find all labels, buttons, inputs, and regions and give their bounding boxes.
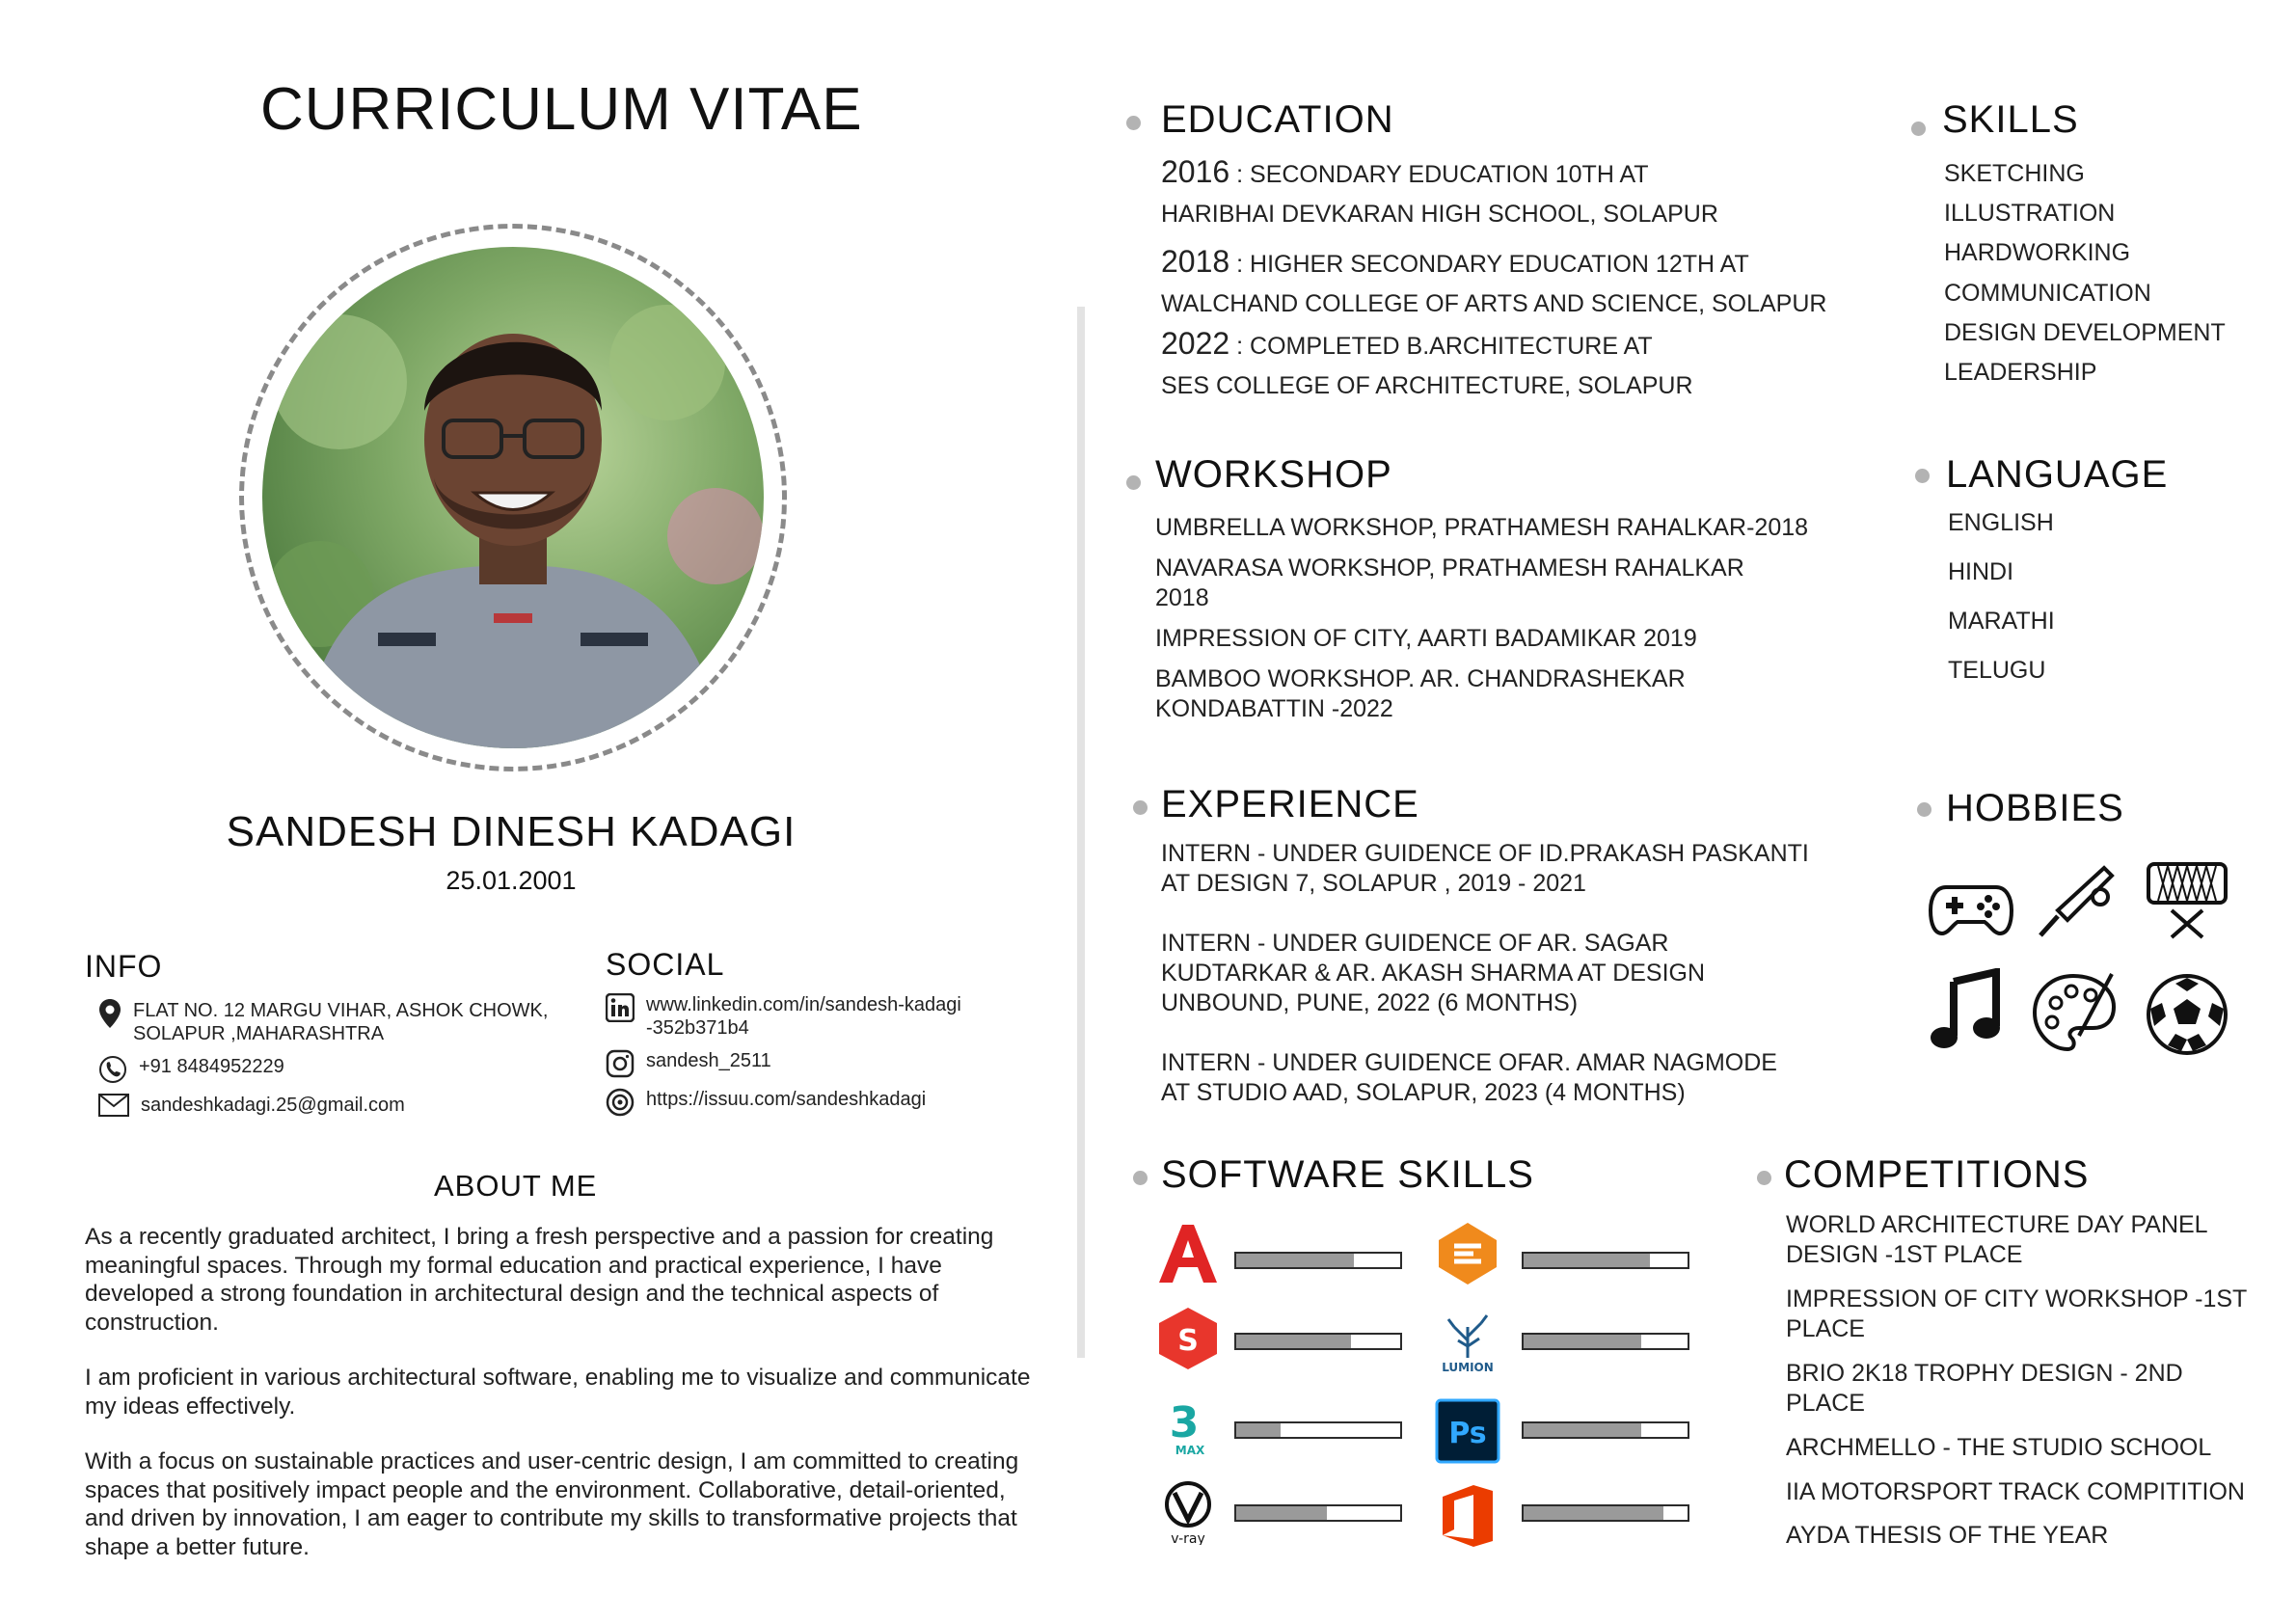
gamepad-icon bbox=[1927, 858, 2015, 947]
office-icon bbox=[1435, 1483, 1500, 1549]
about-paragraph: I am proficient in various architectural software, enabling me to visualize and communicate my ideas effectively. bbox=[85, 1365, 1031, 1420]
hobbies-heading: HOBBIES bbox=[1946, 787, 2124, 829]
software-level-bar bbox=[1234, 1504, 1402, 1522]
phone-icon bbox=[98, 1055, 127, 1084]
competition-item-cont: PLACE bbox=[1786, 1315, 1865, 1342]
workshop-heading: WORKSHOP bbox=[1155, 453, 1392, 496]
education-school: WALCHAND COLLEGE OF ARTS AND SCIENCE, SOLAPUR bbox=[1161, 290, 1827, 317]
profile-photo bbox=[262, 247, 764, 748]
software-level-fill bbox=[1236, 1335, 1351, 1348]
social-heading: SOCIAL bbox=[606, 947, 725, 982]
social-list bbox=[606, 993, 1049, 1117]
about-heading: ABOUT ME bbox=[434, 1169, 598, 1203]
software-level-bar bbox=[1234, 1421, 1402, 1439]
competition-item: BRIO 2K18 TROPHY DESIGN - 2ND bbox=[1786, 1360, 2183, 1387]
experience-item-cont: AT DESIGN 7, SOLAPUR , 2019 - 2021 bbox=[1161, 870, 1586, 897]
experience-item-cont: UNBOUND, PUNE, 2022 (6 MONTHS) bbox=[1161, 989, 1579, 1016]
3dsmax-icon bbox=[1155, 1393, 1221, 1458]
competitions-heading: COMPETITIONS bbox=[1784, 1153, 2090, 1196]
vray-icon bbox=[1155, 1479, 1221, 1545]
software-level-bar bbox=[1234, 1333, 1402, 1350]
language-item: MARATHI bbox=[1948, 608, 2055, 635]
software-level-fill bbox=[1236, 1423, 1281, 1437]
software-level-bar bbox=[1234, 1252, 1402, 1269]
skill-item: SKETCHING bbox=[1944, 160, 2085, 187]
music-note-icon bbox=[1921, 968, 2010, 1057]
competition-item: WORLD ARCHITECTURE DAY PANEL bbox=[1786, 1211, 2208, 1238]
experience-item-cont: AT STUDIO AAD, SOLAPUR, 2023 (4 MONTHS) bbox=[1161, 1079, 1686, 1106]
linkedin-icon bbox=[606, 993, 635, 1022]
about-paragraph: With a focus on sustainable practices and user-centric design, I am committed to creating spaces that positively impact people and the environment. Collaborative, detail-oriented, and driven by innovation, I am eager to contribute my skills to transformative projects that shape a better future. bbox=[85, 1448, 1019, 1560]
workshop-item: NAVARASA WORKSHOP, PRATHAMESH RAHALKAR bbox=[1155, 555, 1744, 582]
section-bullet bbox=[1915, 469, 1930, 483]
experience-item: INTERN - UNDER GUIDENCE OF ID.PRAKASH PASKANTI bbox=[1161, 840, 1809, 867]
language-item: ENGLISH bbox=[1948, 509, 2054, 536]
lumion-icon bbox=[1435, 1308, 1500, 1373]
competition-item-cont: PLACE bbox=[1786, 1390, 1865, 1417]
sketchup-icon bbox=[1155, 1306, 1221, 1371]
software-level-bar bbox=[1522, 1252, 1689, 1269]
date-of-birth: 25.01.2001 bbox=[446, 866, 577, 895]
experience-item: INTERN - UNDER GUIDENCE OFAR. AMAR NAGMODE bbox=[1161, 1049, 1777, 1076]
column-divider bbox=[1077, 307, 1085, 1358]
enscape-icon bbox=[1435, 1221, 1500, 1286]
education-item: 2018 : HIGHER SECONDARY EDUCATION 12TH AT bbox=[1161, 244, 1749, 279]
svg-text:Ps: Ps bbox=[1448, 1417, 1487, 1450]
experience-heading: EXPERIENCE bbox=[1161, 783, 1419, 825]
section-bullet bbox=[1126, 116, 1141, 130]
info-list bbox=[98, 999, 581, 1117]
linkedin-url-line-2[interactable]: -352b371b4 bbox=[646, 1017, 749, 1039]
section-bullet bbox=[1133, 800, 1148, 815]
competition-item: IMPRESSION OF CITY WORKSHOP -1ST bbox=[1786, 1285, 2248, 1312]
skill-item: ILLUSTRATION bbox=[1944, 200, 2116, 227]
software-level-fill bbox=[1524, 1423, 1641, 1437]
workshop-item-cont: 2018 bbox=[1155, 584, 1209, 611]
software-level-bar bbox=[1522, 1421, 1689, 1439]
section-bullet bbox=[1126, 475, 1141, 490]
location-pin-icon bbox=[98, 999, 122, 1028]
about-paragraph: As a recently graduated architect, I bring a fresh perspective and a passion for creating meaningful spaces. Through my formal education and practical experience, I have developed a strong foundation in architectural design and the technical aspects of construction. bbox=[85, 1224, 994, 1336]
language-item: TELUGU bbox=[1948, 657, 2046, 684]
instagram-icon bbox=[606, 1049, 635, 1078]
issuu-icon bbox=[606, 1088, 635, 1117]
football-icon bbox=[2143, 970, 2231, 1059]
skills-heading: SKILLS bbox=[1942, 98, 2079, 141]
instagram-handle[interactable]: sandesh_2511 bbox=[646, 1050, 771, 1071]
skill-item: COMMUNICATION bbox=[1944, 280, 2151, 307]
workshop-item: BAMBOO WORKSHOP. AR. CHANDRASHEKAR bbox=[1155, 665, 1686, 692]
workshop-item: IMPRESSION OF CITY, AARTI BADAMIKAR 2019 bbox=[1155, 625, 1697, 652]
education-school: SES COLLEGE OF ARCHITECTURE, SOLAPUR bbox=[1161, 372, 1693, 399]
competition-item: IIA MOTORSPORT TRACK COMPITITION bbox=[1786, 1478, 2245, 1505]
svg-text:MAX: MAX bbox=[1175, 1444, 1205, 1457]
about-text bbox=[85, 1223, 1040, 1588]
competition-item: ARCHMELLO - THE STUDIO SCHOOL bbox=[1786, 1434, 2212, 1461]
email-icon bbox=[98, 1094, 129, 1117]
section-bullet bbox=[1757, 1171, 1771, 1185]
paint-palette-icon bbox=[2029, 968, 2118, 1057]
address-line-2: SOLAPUR ,MAHARASHTRA bbox=[133, 1023, 385, 1044]
software-level-fill bbox=[1524, 1335, 1641, 1348]
language-item: HINDI bbox=[1948, 558, 2014, 585]
education-item: 2022 : COMPLETED B.ARCHITECTURE AT bbox=[1161, 326, 1653, 361]
linkedin-url-line-1[interactable]: www.linkedin.com/in/sandesh-kadagi bbox=[646, 994, 961, 1015]
skill-item: HARDWORKING bbox=[1944, 239, 2131, 266]
software-level-fill bbox=[1236, 1506, 1327, 1520]
competition-item-cont: DESIGN -1ST PLACE bbox=[1786, 1241, 2023, 1268]
workshop-item-cont: KONDABATTIN -2022 bbox=[1155, 695, 1393, 722]
cricket-bat-icon bbox=[2033, 858, 2121, 947]
experience-item: INTERN - UNDER GUIDENCE OF AR. SAGAR bbox=[1161, 930, 1669, 957]
autocad-icon bbox=[1155, 1221, 1221, 1286]
experience-item-cont: KUDTARKAR & AR. AKASH SHARMA AT DESIGN bbox=[1161, 960, 1706, 987]
software-level-bar bbox=[1522, 1333, 1689, 1350]
software-level-fill bbox=[1524, 1254, 1650, 1267]
software-level-fill bbox=[1236, 1254, 1354, 1267]
svg-text:S: S bbox=[1177, 1324, 1199, 1358]
education-heading: EDUCATION bbox=[1161, 98, 1394, 141]
email-address[interactable]: sandeshkadagi.25@gmail.com bbox=[141, 1095, 405, 1116]
drum-icon bbox=[2143, 854, 2231, 943]
software-level-bar bbox=[1522, 1504, 1689, 1522]
info-heading: INFO bbox=[85, 949, 163, 984]
svg-text:LUMION: LUMION bbox=[1442, 1361, 1494, 1373]
education-school: HARIBHAI DEVKARAN HIGH SCHOOL, SOLAPUR bbox=[1161, 201, 1718, 228]
language-heading: LANGUAGE bbox=[1946, 453, 2169, 496]
skill-item: DESIGN DEVELOPMENT bbox=[1944, 319, 2226, 346]
svg-text:v-ray: v-ray bbox=[1171, 1531, 1205, 1545]
competition-item: AYDA THESIS OF THE YEAR bbox=[1786, 1522, 2109, 1549]
workshop-item: UMBRELLA WORKSHOP, PRATHAMESH RAHALKAR-2018 bbox=[1155, 514, 1809, 541]
person-name: SANDESH DINESH KADAGI bbox=[226, 808, 797, 855]
address-line-1: FLAT NO. 12 MARGU VIHAR, ASHOK CHOWK, bbox=[133, 1000, 549, 1021]
section-bullet bbox=[1911, 122, 1926, 136]
svg-text:3: 3 bbox=[1169, 1398, 1200, 1447]
section-bullet bbox=[1917, 802, 1931, 817]
issuu-url[interactable]: https://issuu.com/sandeshkadagi bbox=[646, 1089, 927, 1110]
photoshop-icon bbox=[1435, 1398, 1500, 1464]
skill-item: LEADERSHIP bbox=[1944, 359, 2097, 386]
education-item: 2016 : SECONDARY EDUCATION 10TH AT bbox=[1161, 154, 1649, 189]
software-level-fill bbox=[1524, 1506, 1663, 1520]
section-bullet bbox=[1133, 1171, 1148, 1185]
software-heading: SOFTWARE SKILLS bbox=[1161, 1153, 1534, 1196]
page-title: CURRICULUM VITAE bbox=[260, 76, 863, 143]
phone-number[interactable]: +91 8484952229 bbox=[139, 1056, 284, 1077]
